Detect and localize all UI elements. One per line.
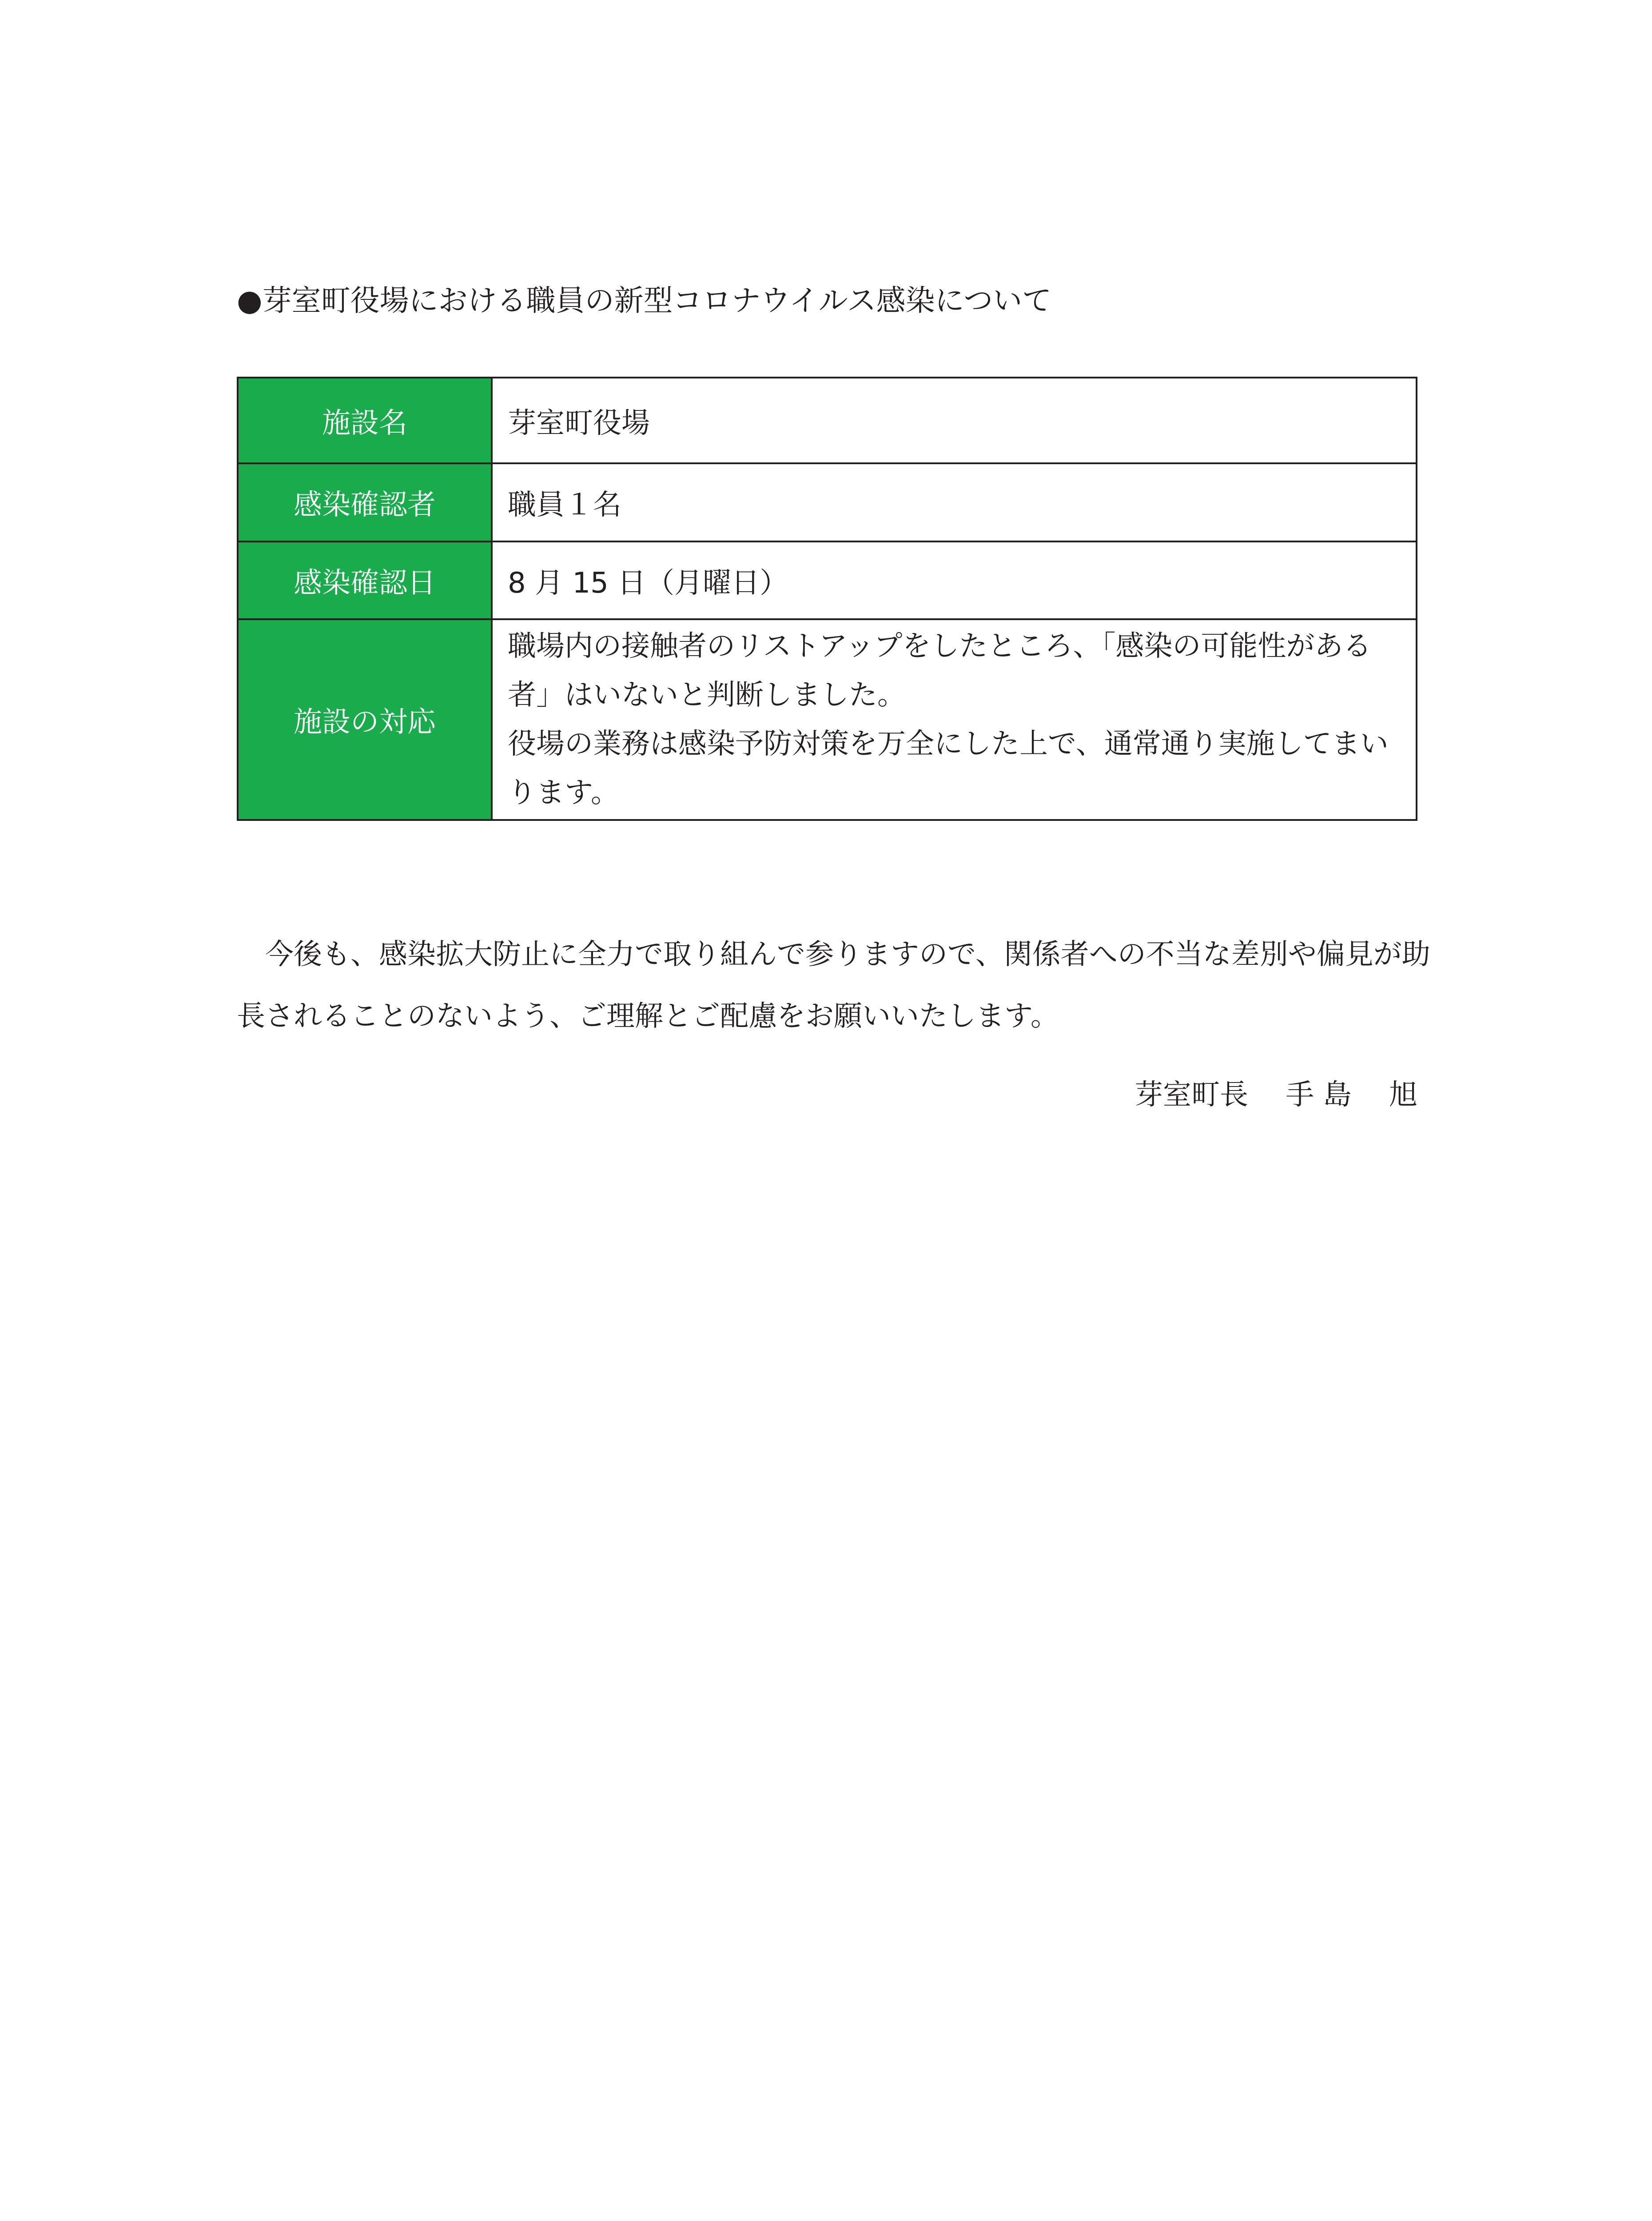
response-line: ります。 <box>508 776 619 809</box>
label-confirmed-person: 感染確認者 <box>238 463 492 541</box>
response-line: 職場内の接触者のリストアップをしたところ、「感染の可能性がある <box>508 630 1372 663</box>
value-facility-response <box>492 619 1417 820</box>
page-title: ●芽室町役場における職員の新型コロナウイルス感染について <box>237 283 1052 318</box>
response-line: 者」はいないと判断しました。 <box>508 679 906 712</box>
body-line: 今後も、感染拡大防止に全力で取り組んで参りますので、関係者への不当な差別や偏見が助 <box>237 938 1430 971</box>
table-row-facility-response <box>238 619 1417 820</box>
table-row-facility-name <box>238 378 1417 463</box>
info-table <box>237 377 1417 821</box>
response-line: 役場の業務は感染予防対策を万全にした上で、通常通り実施してまい <box>508 728 1389 760</box>
table-row-confirmed-date <box>238 541 1417 619</box>
table-row-confirmed-person <box>238 463 1417 541</box>
label-facility-response: 施設の対応 <box>238 619 492 820</box>
label-confirmed-date: 感染確認日 <box>238 541 492 619</box>
value-confirmed-person: 職員１名 <box>492 463 1417 541</box>
body-line: 長されることのないよう、ご理解とご配慮をお願いいたします。 <box>237 1000 1059 1033</box>
label-facility-name: 施設名 <box>238 378 492 463</box>
value-facility-name: 芽室町役場 <box>492 378 1417 463</box>
signature: 芽室町長 手 島 旭 <box>1134 1079 1417 1111</box>
body-paragraph <box>237 924 1430 1047</box>
value-confirmed-date: 8 月 15 日（月曜日） <box>492 541 1417 619</box>
